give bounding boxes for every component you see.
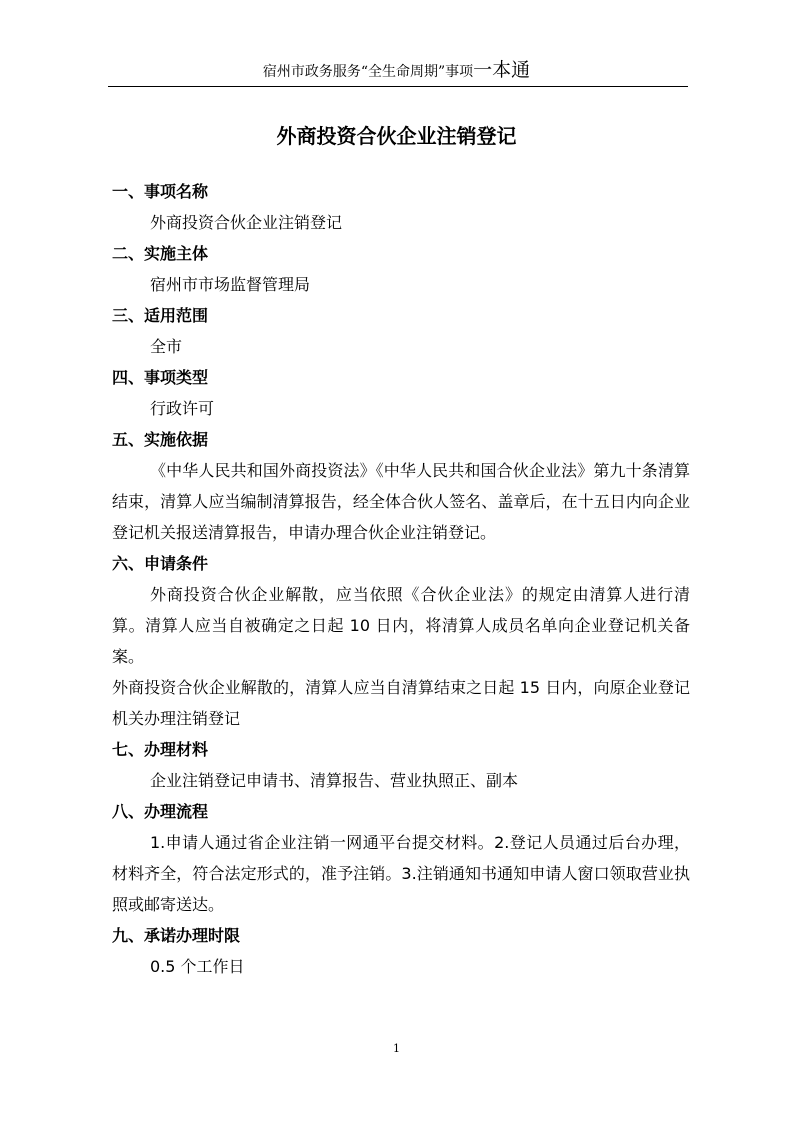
section-body-item-type: 行政许可	[150, 399, 215, 418]
section-heading-scope: 三、适用范围	[112, 306, 209, 325]
section-heading-item-type: 四、事项类型	[112, 368, 209, 387]
section-heading-materials: 七、办理材料	[112, 740, 209, 759]
page-header	[0, 60, 793, 82]
header-rule	[108, 86, 688, 87]
document-title: 外商投资合伙企业注销登记	[276, 124, 517, 148]
section-body-conditions: 外商投资合伙企业解散，应当依照《合伙企业法》的规定由清算人进行清算。清算人应当自被确定之日起 10 日内，将清算人成员名单向企业登记机关备案。	[112, 585, 690, 666]
document-body	[112, 176, 690, 982]
page-number: 1	[393, 1042, 400, 1055]
section-body-scope: 全市	[150, 337, 183, 356]
header-text: 宿州市政务服务“全生命周期”事项	[262, 64, 474, 80]
section-heading-conditions: 六、申请条件	[112, 554, 209, 573]
section-heading-item-name: 一、事项名称	[112, 182, 209, 201]
section-body-materials: 企业注销登记申请书、清算报告、营业执照正、副本	[150, 771, 519, 790]
section-heading-implementer: 二、实施主体	[112, 244, 209, 263]
section-body-item-name: 外商投资合伙企业注销登记	[150, 213, 343, 232]
section-body-legal-basis: 《中华人民共和国外商投资法》《中华人民共和国合伙企业法》第九十条清算结束，清算人应当编制清算报告，经全体合伙人签名、盖章后，在十五日内向企业登记机关报送清算报告，申请办理合伙企业注销登记。	[112, 461, 690, 542]
section-heading-legal-basis: 五、实施依据	[112, 430, 209, 449]
section-body-conditions-2: 外商投资合伙企业解散的，清算人应当自清算结束之日起 15 日内，向原企业登记机关办理注销登记	[112, 678, 690, 728]
section-heading-process: 八、办理流程	[112, 802, 209, 821]
section-body-implementer: 宿州市市场监督管理局	[150, 275, 311, 294]
header-text-large: 一本通	[473, 59, 531, 81]
section-body-time-limit: 0.5 个工作日	[150, 957, 245, 976]
section-heading-time-limit: 九、承诺办理时限	[112, 926, 241, 945]
section-body-process: 1.申请人通过省企业注销一网通平台提交材料。2.登记人员通过后台办理，材料齐全，符合法定形式的，准予注销。3.注销通知书通知申请人窗口领取营业执照或邮寄送达。	[112, 833, 690, 914]
